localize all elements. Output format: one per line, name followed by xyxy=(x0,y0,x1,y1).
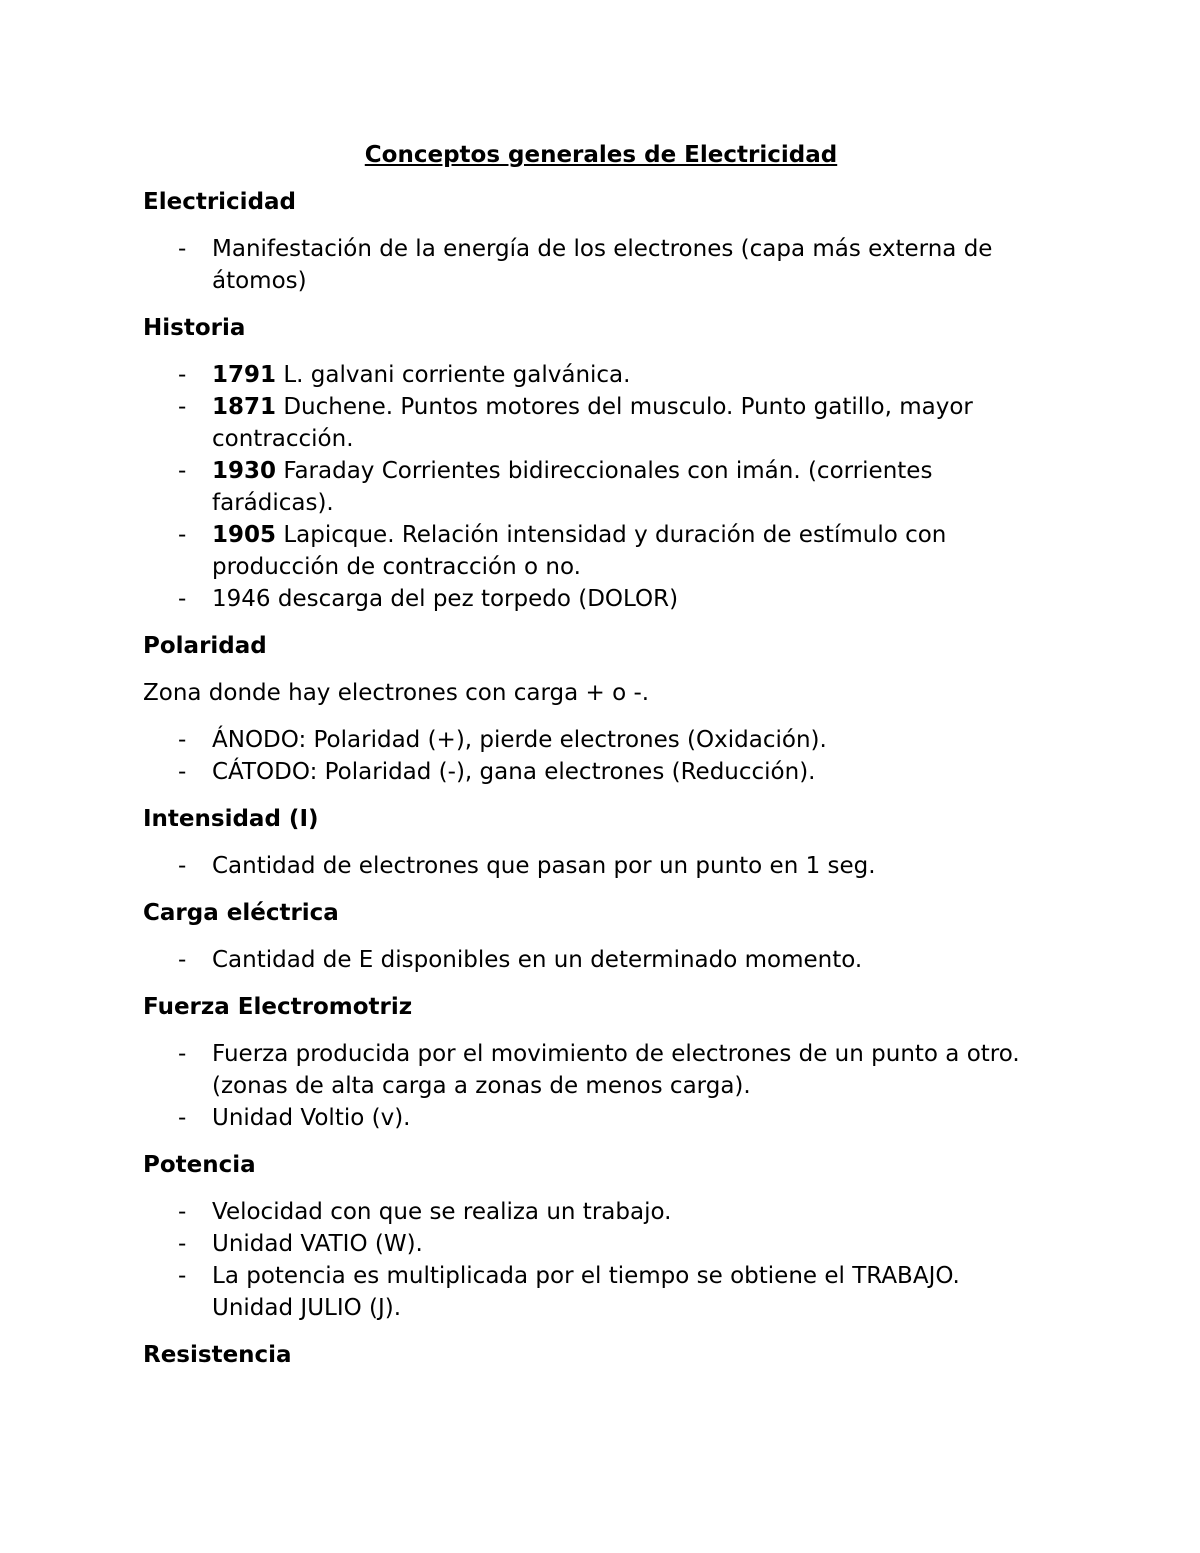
section-heading-fuerza: Fuerza Electromotriz xyxy=(143,994,413,1020)
section-heading-carga: Carga eléctrica xyxy=(143,900,339,926)
list-item: - Unidad VATIO (W). xyxy=(143,1228,1043,1260)
list-item: - Fuerza producida por el movimiento de electrones de un punto a otro. (zonas de alta carga a zonas de menos carga). xyxy=(143,1038,1043,1102)
list-item: - La potencia es multiplicada por el tiempo se obtiene el TRABAJO. Unidad JULIO (J). xyxy=(143,1260,1043,1324)
list-item: - Unidad Voltio (v). xyxy=(143,1102,1043,1134)
list-item xyxy=(143,359,1043,391)
year-label: 1791 xyxy=(212,362,277,388)
item-text: 1946 descarga del pez torpedo (DOLOR) xyxy=(212,586,679,612)
list-item: - Cantidad de E disponibles en un determinado momento. xyxy=(143,944,1043,976)
item-text: L. galvani corriente galvánica. xyxy=(276,362,631,388)
list-item: - Manifestación de la energía de los electrones (capa más externa de átomos) xyxy=(143,233,1043,297)
year-label: 1930 xyxy=(212,458,277,484)
list-item xyxy=(143,519,1043,583)
list-item xyxy=(143,583,1043,615)
year-label: 1871 xyxy=(212,394,277,420)
polaridad-intro: Zona donde hay electrones con carga + o -. xyxy=(143,680,650,706)
list-item: - Cantidad de electrones que pasan por un punto en 1 seg. xyxy=(143,850,1043,882)
list-item: - CÁTODO: Polaridad (-), gana electrones (Reducción). xyxy=(143,756,1043,788)
document-title: Conceptos generales de Electricidad xyxy=(364,142,838,168)
section-heading-potencia: Potencia xyxy=(143,1152,256,1178)
electricidad-list xyxy=(143,233,1043,297)
item-text: Duchene. Puntos motores del musculo. Punto gatillo, mayor contracción. xyxy=(212,394,973,452)
section-heading-intensidad: Intensidad (I) xyxy=(143,806,319,832)
fuerza-list xyxy=(143,1038,1043,1134)
document-content xyxy=(143,139,1043,1386)
polaridad-list xyxy=(143,724,1043,788)
section-heading-polaridad: Polaridad xyxy=(143,633,267,659)
item-text: Faraday Corrientes bidireccionales con imán. (corrientes farádicas). xyxy=(212,458,933,516)
year-label: 1905 xyxy=(212,522,277,548)
section-heading-resistencia: Resistencia xyxy=(143,1342,292,1368)
potencia-list xyxy=(143,1196,1043,1324)
intensidad-list xyxy=(143,850,1043,882)
list-item xyxy=(143,391,1043,455)
section-heading-electricidad: Electricidad xyxy=(143,189,297,215)
item-text: Lapicque. Relación intensidad y duración de estímulo con producción de contracción o no. xyxy=(212,522,947,580)
historia-list xyxy=(143,359,1043,615)
carga-list xyxy=(143,944,1043,976)
list-item: - ÁNODO: Polaridad (+), pierde electrones (Oxidación). xyxy=(143,724,1043,756)
list-item: - Velocidad con que se realiza un trabajo. xyxy=(143,1196,1043,1228)
section-heading-historia: Historia xyxy=(143,315,246,341)
list-item xyxy=(143,455,1043,519)
